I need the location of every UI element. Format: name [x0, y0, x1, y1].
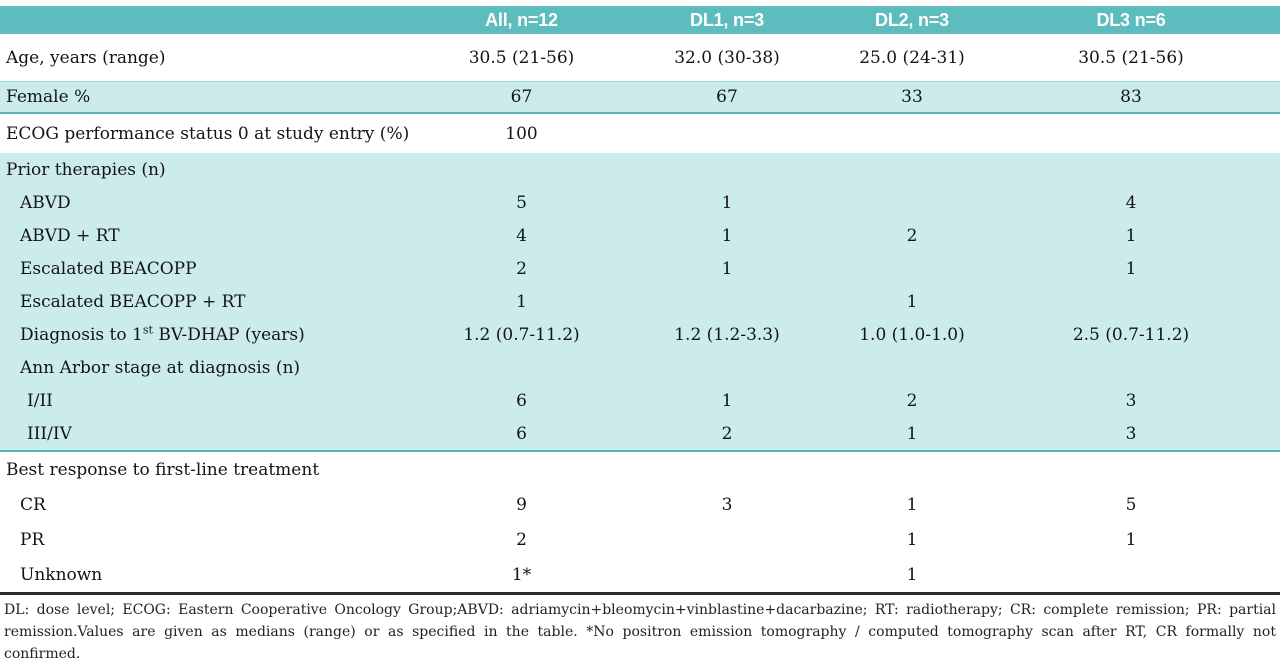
cell-value [842, 252, 982, 285]
footnote-line: confirmed. [4, 646, 81, 662]
footnote-line: remission.Values are given as medians (range) or as specified in the table. *No positron emission tomography / computed tomography scan after RT, CR formally not [4, 624, 1276, 640]
cell-value: 1.2 (0.7-11.2) [431, 318, 612, 351]
row-label: ABVD + RT [0, 219, 431, 252]
header-row [0, 6, 1280, 34]
cell-value: 32.0 (30-38) [612, 34, 842, 82]
row-label: Unknown [0, 557, 431, 592]
cell-value: 2 [431, 522, 612, 557]
cell-value [982, 153, 1280, 186]
table-row [0, 318, 1280, 351]
row-label: I/II [0, 384, 431, 417]
table-row [0, 34, 1280, 82]
cell-value: 1 [431, 285, 612, 318]
cell-value: 1.2 (1.2-3.3) [612, 318, 842, 351]
cell-value [612, 113, 842, 153]
table-row [0, 522, 1280, 557]
table-row [0, 487, 1280, 522]
cell-value [612, 153, 842, 186]
cell-value: 1 [842, 285, 982, 318]
cell-value: 1 [612, 252, 842, 285]
cell-value: 1 [612, 219, 842, 252]
row-label: ABVD [0, 186, 431, 219]
cell-value: 1 [982, 252, 1280, 285]
cell-value [982, 451, 1280, 487]
cell-value [612, 451, 842, 487]
column-header-dl1: DL1, n=3 [612, 6, 842, 34]
table-row [0, 451, 1280, 487]
cell-value [612, 351, 842, 384]
row-label: Female % [0, 82, 431, 114]
cell-value: 6 [431, 384, 612, 417]
cell-value [842, 153, 982, 186]
table-row [0, 417, 1280, 451]
cell-value: 2 [842, 219, 982, 252]
cell-value: 67 [612, 82, 842, 114]
corner-cell [0, 6, 431, 34]
row-label: ECOG performance status 0 at study entry (%) [0, 113, 431, 153]
row-label: Diagnosis to 1st BV-DHAP (years) [0, 318, 431, 351]
cell-value [842, 186, 982, 219]
table-row [0, 351, 1280, 384]
cell-value: 1 [612, 384, 842, 417]
table-row [0, 252, 1280, 285]
table-row [0, 186, 1280, 219]
row-label: Escalated BEACOPP [0, 252, 431, 285]
cell-value: 1 [982, 219, 1280, 252]
cell-value: 4 [431, 219, 612, 252]
row-label: III/IV [0, 417, 431, 451]
cell-value: 25.0 (24-31) [842, 34, 982, 82]
cell-value: 83 [982, 82, 1280, 114]
cell-value: 6 [431, 417, 612, 451]
cell-value [431, 153, 612, 186]
table-header [0, 6, 1280, 34]
cell-value: 2.5 (0.7-11.2) [982, 318, 1280, 351]
row-label: CR [0, 487, 431, 522]
row-label: Age, years (range) [0, 34, 431, 82]
cell-value: 2 [431, 252, 612, 285]
cell-value: 1 [842, 522, 982, 557]
cell-value: 5 [982, 487, 1280, 522]
row-label: Escalated BEACOPP + RT [0, 285, 431, 318]
cell-value [842, 351, 982, 384]
cell-value [612, 557, 842, 592]
cell-value: 1 [982, 522, 1280, 557]
cell-value: 1 [842, 487, 982, 522]
cell-value: 30.5 (21-56) [982, 34, 1280, 82]
footnote-line: DL: dose level; ECOG: Eastern Cooperative Oncology Group;ABVD: adriamycin+bleomycin+vinblastine+dacarbazine; RT: radiotherapy; CR: complete remission; PR: partial [4, 602, 1276, 618]
cell-value: 2 [842, 384, 982, 417]
row-label: Ann Arbor stage at diagnosis (n) [0, 351, 431, 384]
cell-value [431, 451, 612, 487]
cell-value [982, 557, 1280, 592]
patient-characteristics-table [0, 6, 1280, 592]
table-row [0, 557, 1280, 592]
cell-value [982, 285, 1280, 318]
table-row [0, 113, 1280, 153]
cell-value: 3 [612, 487, 842, 522]
column-header-dl2: DL2, n=3 [842, 6, 982, 34]
cell-value: 33 [842, 82, 982, 114]
row-label: Prior therapies (n) [0, 153, 431, 186]
cell-value [431, 351, 612, 384]
table-body [0, 34, 1280, 592]
table-row [0, 384, 1280, 417]
cell-value [612, 285, 842, 318]
column-header-all: All, n=12 [431, 6, 612, 34]
cell-value: 5 [431, 186, 612, 219]
cell-value: 9 [431, 487, 612, 522]
column-header-dl3: DL3 n=6 [982, 6, 1280, 34]
row-label: PR [0, 522, 431, 557]
cell-value: 3 [982, 417, 1280, 451]
cell-value [982, 351, 1280, 384]
table-row [0, 153, 1280, 186]
footnote [0, 592, 1280, 665]
table-row [0, 285, 1280, 318]
cell-value: 1 [842, 557, 982, 592]
cell-value: 2 [612, 417, 842, 451]
cell-value: 1 [612, 186, 842, 219]
cell-value: 30.5 (21-56) [431, 34, 612, 82]
table-row [0, 82, 1280, 114]
cell-value: 1 [842, 417, 982, 451]
cell-value [842, 113, 982, 153]
cell-value: 1.0 (1.0-1.0) [842, 318, 982, 351]
cell-value [612, 522, 842, 557]
cell-value: 67 [431, 82, 612, 114]
cell-value [982, 113, 1280, 153]
cell-value: 1* [431, 557, 612, 592]
cell-value: 100 [431, 113, 612, 153]
cell-value: 4 [982, 186, 1280, 219]
cell-value [842, 451, 982, 487]
table-row [0, 219, 1280, 252]
row-label: Best response to first-line treatment [0, 451, 431, 487]
cell-value: 3 [982, 384, 1280, 417]
